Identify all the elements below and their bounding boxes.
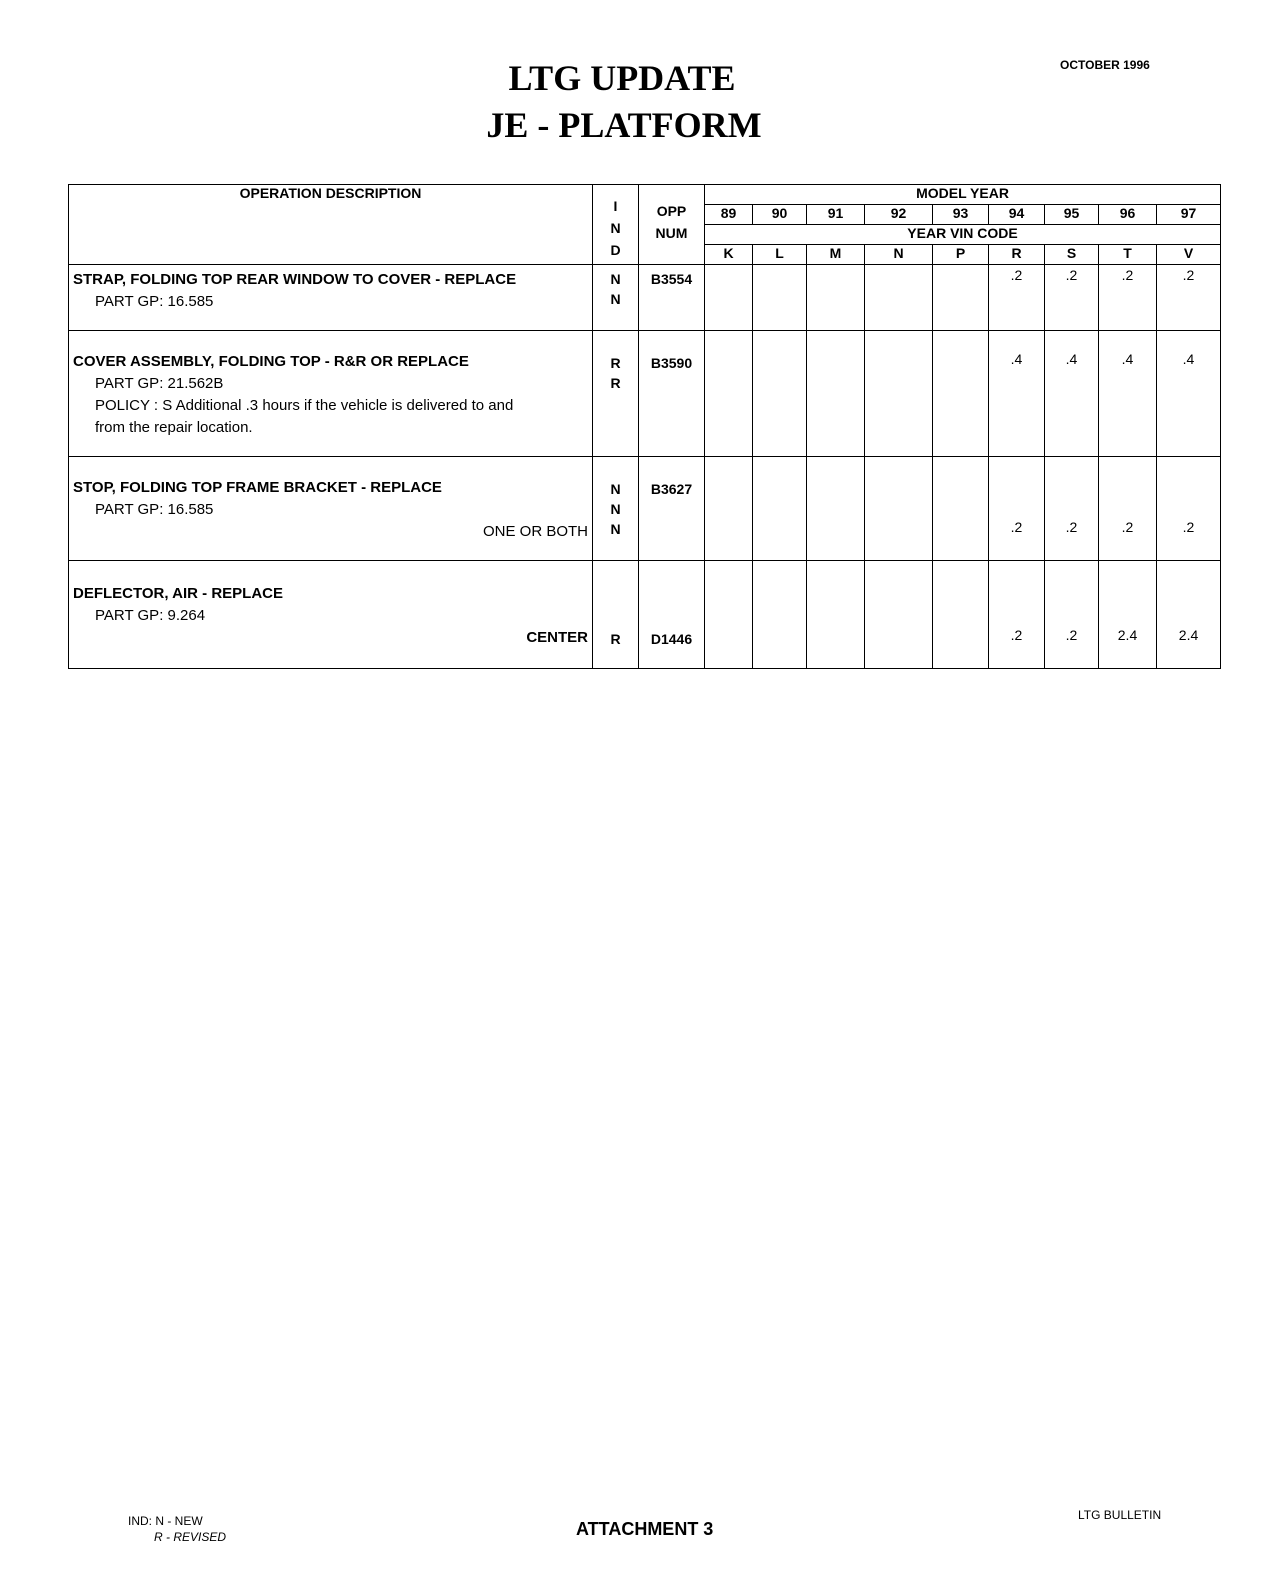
vin-code-cell: T — [1099, 245, 1157, 265]
policy-note: POLICY : S Additional .3 hours if the vehicle is delivered to and — [95, 397, 514, 414]
operation-cell — [69, 457, 593, 561]
vin-code-cell: S — [1045, 245, 1099, 265]
document-date: OCTOBER 1996 — [1060, 58, 1150, 72]
value-cell — [753, 331, 807, 457]
opp-num-cell: B3627 — [639, 457, 705, 561]
value-cell: 2.4 — [1099, 561, 1157, 669]
part-group: PART GP: 21.562B — [95, 375, 224, 392]
legend-revised: R - REVISED — [154, 1530, 227, 1544]
year-cell: 96 — [1099, 205, 1157, 225]
value-cell: .2 — [1099, 457, 1157, 561]
value-cell — [807, 265, 865, 331]
vin-code-cell: P — [933, 245, 989, 265]
value-cell — [933, 331, 989, 457]
operation-description-header: OPERATION DESCRIPTION — [69, 185, 593, 265]
value-cell: 2.4 — [1157, 561, 1221, 669]
year-vin-code-header: YEAR VIN CODE — [705, 225, 1221, 245]
value-cell: .2 — [989, 265, 1045, 331]
value-cell — [705, 457, 753, 561]
operation-cell — [69, 331, 593, 457]
value-cell — [705, 265, 753, 331]
attachment-label: ATTACHMENT 3 — [576, 1519, 714, 1539]
ind-header: I N D — [593, 185, 639, 265]
value-cell: .4 — [989, 331, 1045, 457]
value-cell — [865, 561, 933, 669]
table-row — [69, 457, 1221, 561]
value-cell: .2 — [1045, 457, 1099, 561]
operation-cell — [69, 561, 593, 669]
value-cell: .2 — [1157, 265, 1221, 331]
qualifier: CENTER — [526, 629, 588, 646]
vin-code-cell: L — [753, 245, 807, 265]
value-cell — [705, 561, 753, 669]
operation-title: STOP, FOLDING TOP FRAME BRACKET - REPLACE — [73, 479, 442, 496]
year-cell: 93 — [933, 205, 989, 225]
year-cell: 95 — [1045, 205, 1099, 225]
value-cell — [865, 265, 933, 331]
table-row — [69, 331, 1221, 457]
value-cell — [865, 331, 933, 457]
value-cell — [807, 561, 865, 669]
part-group: PART GP: 9.264 — [95, 607, 206, 624]
value-cell: .2 — [1157, 457, 1221, 561]
value-cell: .2 — [1045, 265, 1099, 331]
year-cell: 89 — [705, 205, 753, 225]
year-cell: 92 — [865, 205, 933, 225]
ind-cell: R — [593, 561, 639, 669]
value-cell — [705, 331, 753, 457]
year-cell: 90 — [753, 205, 807, 225]
labor-time-table — [68, 184, 1221, 669]
value-cell — [807, 457, 865, 561]
year-cell: 97 — [1157, 205, 1221, 225]
opp-num-cell: D1446 — [639, 561, 705, 669]
operation-cell — [69, 265, 593, 331]
vin-code-cell: V — [1157, 245, 1221, 265]
part-group: PART GP: 16.585 — [95, 293, 214, 310]
vin-code-cell: M — [807, 245, 865, 265]
opp-num-cell: B3554 — [639, 265, 705, 331]
vin-code-cell: N — [865, 245, 933, 265]
legend-new: IND: N - NEW — [128, 1514, 203, 1528]
bulletin-label: LTG BULLETIN — [1078, 1508, 1162, 1522]
year-cell: 91 — [807, 205, 865, 225]
year-cell: 94 — [989, 205, 1045, 225]
value-cell: .4 — [1045, 331, 1099, 457]
value-cell: .4 — [1157, 331, 1221, 457]
value-cell: .2 — [1045, 561, 1099, 669]
operation-title: COVER ASSEMBLY, FOLDING TOP - R&R OR REPLACE — [73, 353, 469, 370]
operation-title: STRAP, FOLDING TOP REAR WINDOW TO COVER - REPLACE — [73, 271, 517, 288]
vin-code-cell: R — [989, 245, 1045, 265]
value-cell: .2 — [989, 561, 1045, 669]
opp-num-header: OPP NUM — [639, 185, 705, 265]
ind-cell: N N — [593, 265, 639, 331]
header-row-model-year — [69, 185, 1221, 205]
part-group: PART GP: 16.585 — [95, 501, 214, 518]
ind-cell: N N N — [593, 457, 639, 561]
value-cell: .2 — [989, 457, 1045, 561]
value-cell — [933, 265, 989, 331]
operation-title: DEFLECTOR, AIR - REPLACE — [73, 585, 284, 602]
value-cell: .4 — [1099, 331, 1157, 457]
value-cell — [753, 561, 807, 669]
value-cell — [753, 457, 807, 561]
policy-note-cont: from the repair location. — [95, 419, 253, 436]
value-cell: .2 — [1099, 265, 1157, 331]
vin-code-cell: K — [705, 245, 753, 265]
value-cell — [753, 265, 807, 331]
value-cell — [933, 457, 989, 561]
page-title: LTG UPDATE — [508, 58, 736, 98]
opp-num-cell: B3590 — [639, 331, 705, 457]
value-cell — [807, 331, 865, 457]
table-row — [69, 265, 1221, 331]
ind-cell: R R — [593, 331, 639, 457]
model-year-header: MODEL YEAR — [705, 185, 1221, 205]
page-subtitle: JE - PLATFORM — [486, 105, 762, 145]
table-row — [69, 561, 1221, 669]
qualifier: ONE OR BOTH — [482, 523, 588, 540]
value-cell — [933, 561, 989, 669]
value-cell — [865, 457, 933, 561]
